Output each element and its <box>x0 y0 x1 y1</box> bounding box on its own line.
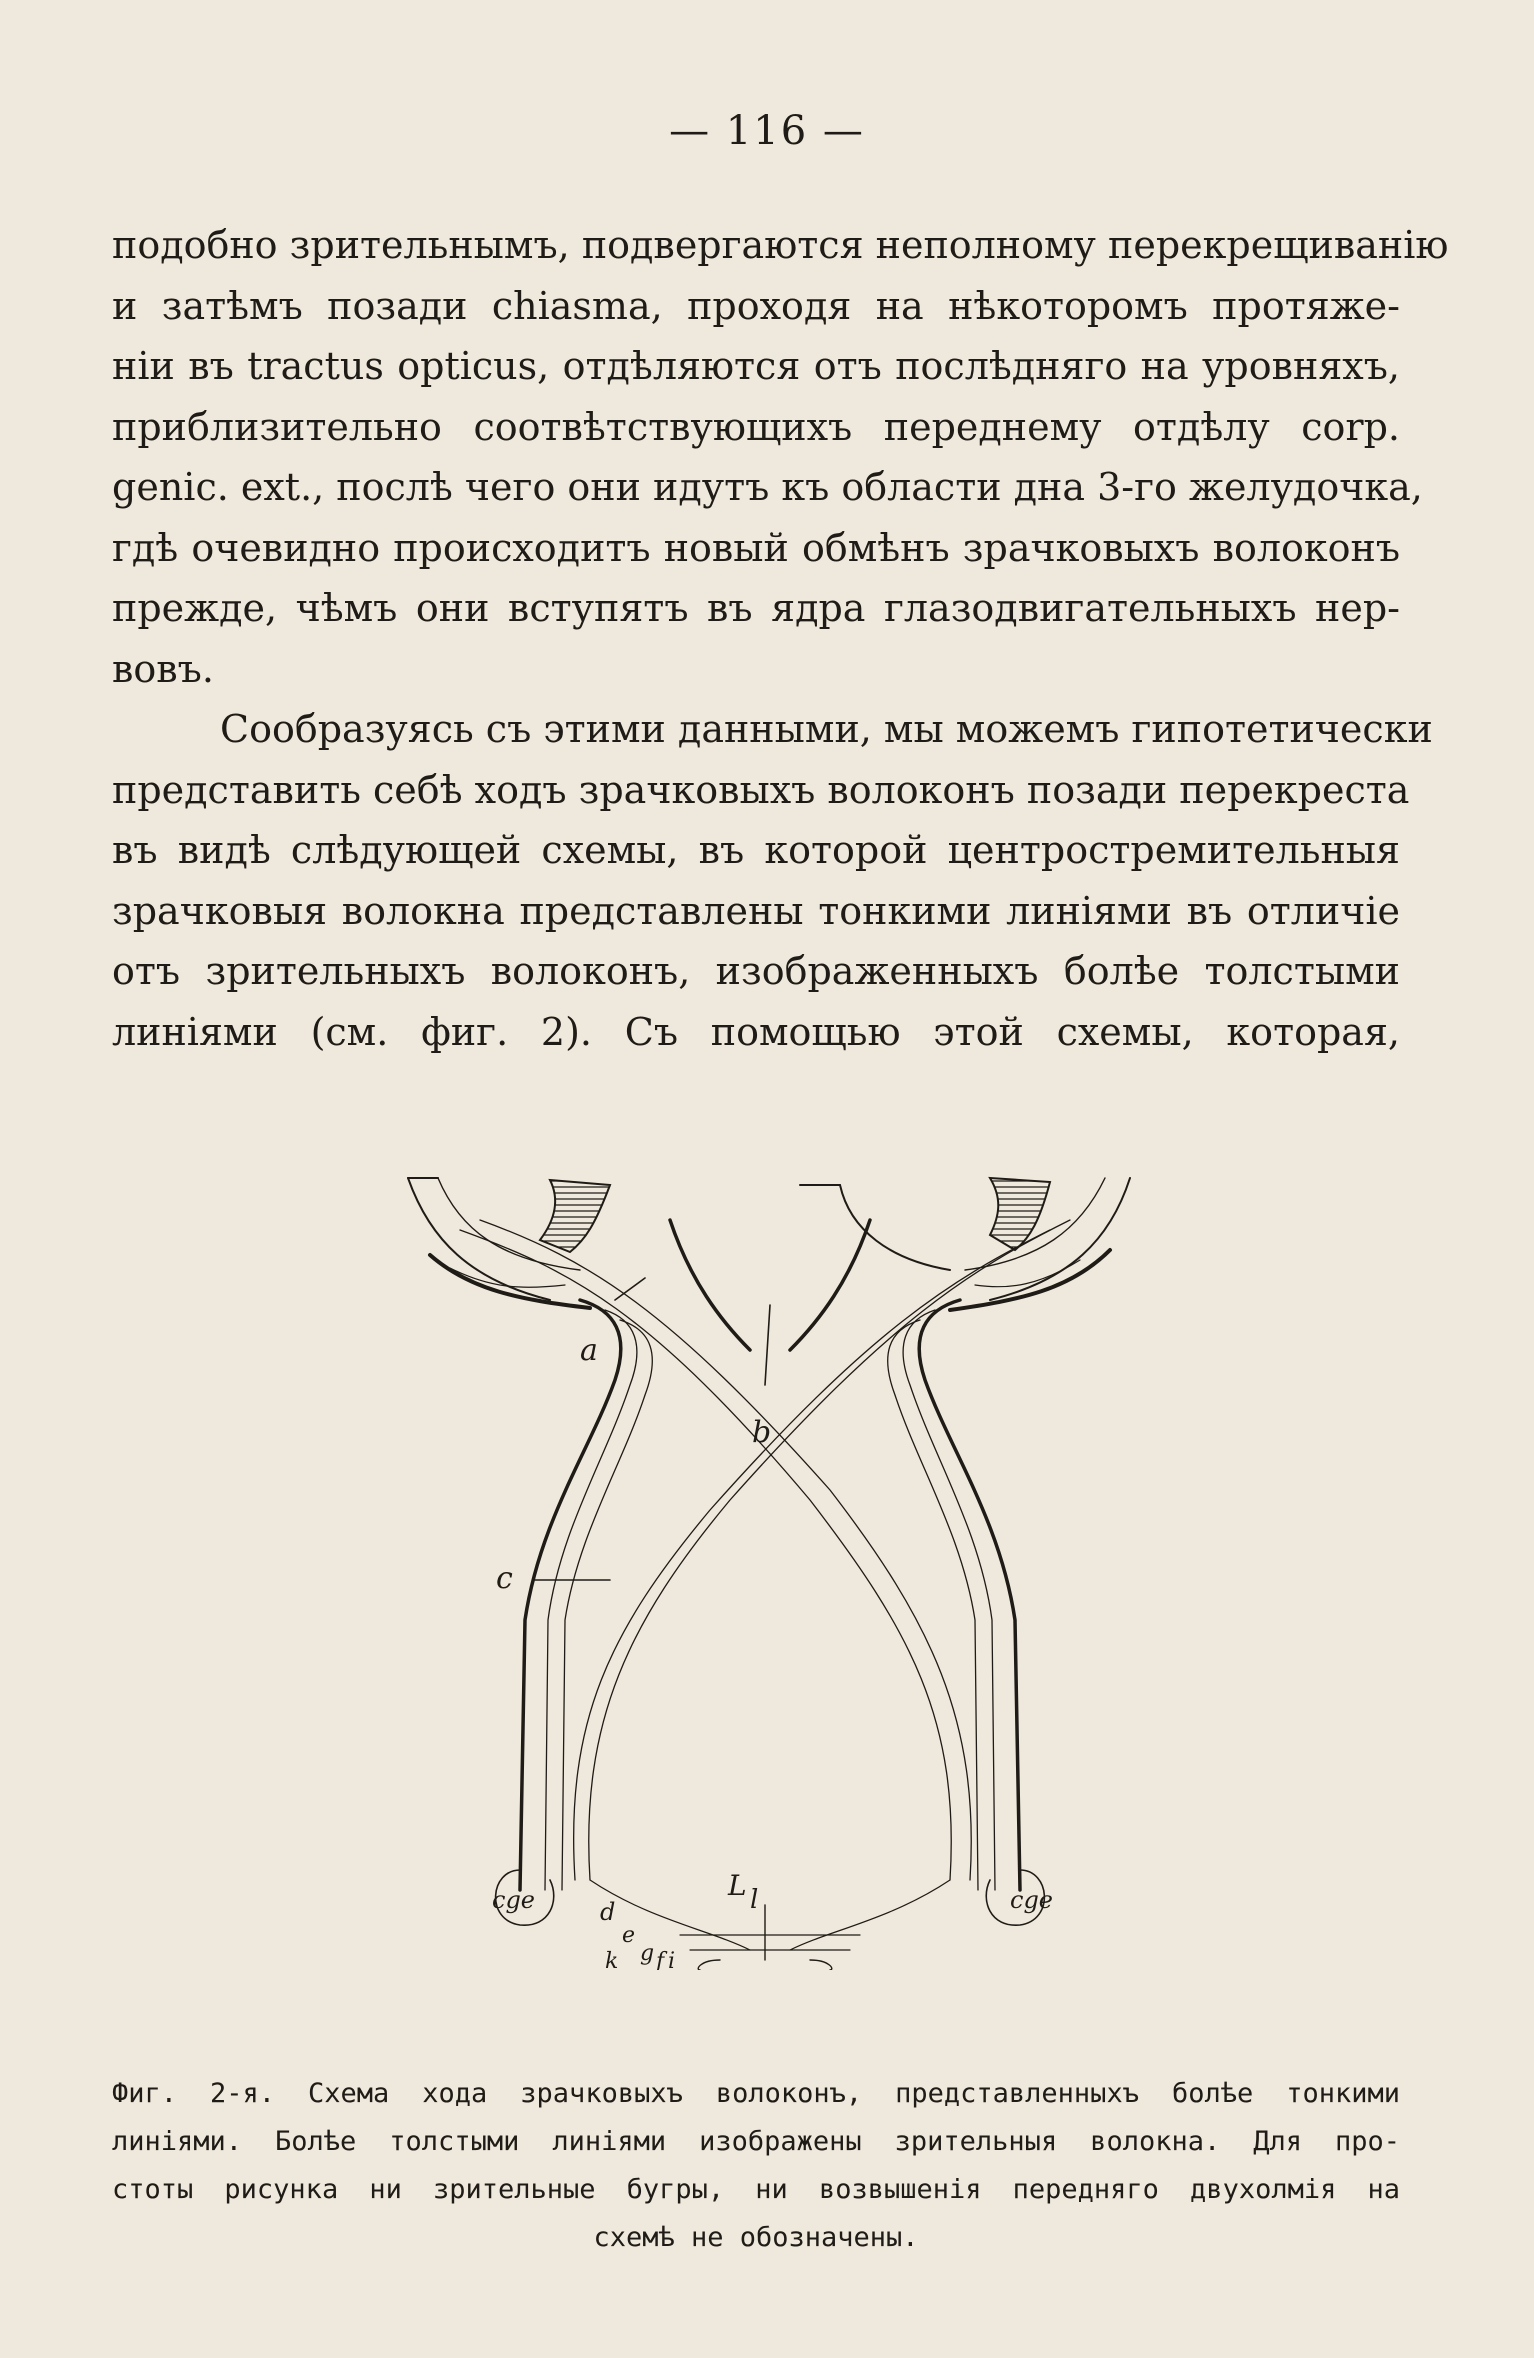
caption-line: линіями. Болѣе толстыми линіями изображены зрительныя волокна. Для про- <box>112 2126 1400 2157</box>
caption-line: стоты рисунка ни зрительные бугры, ни возвышенія передняго двухолмія на <box>112 2174 1400 2205</box>
page-number: — 116 — <box>669 108 865 154</box>
label-g: g <box>640 1941 655 1966</box>
right-hatched-region <box>990 1178 1050 1250</box>
text-line: вовъ. <box>112 646 214 691</box>
left-optic-nerve <box>408 1178 610 1308</box>
text-line: Сообразуясь съ этими данными, мы можемъ гипотетически <box>220 707 1433 751</box>
label-a: a <box>580 1333 598 1368</box>
text-line: приблизительно соотвѣтствующихъ переднему отдѣлу corp. <box>112 404 1400 449</box>
label-d: d <box>600 1898 616 1926</box>
text-line: прежде, чѣмъ они вступятъ въ ядра глазодвигательныхъ нер- <box>112 586 1400 630</box>
text-line: въ видѣ слѣдующей схемы, въ которой центростремительныя <box>112 828 1400 872</box>
label-cge-left: cge <box>492 1886 536 1914</box>
label-cge-right: cge <box>1010 1886 1054 1914</box>
label-c: c <box>496 1561 513 1596</box>
text-line: линіями (см. фиг. 2). Съ помощью этой схемы, которая, <box>112 1009 1400 1054</box>
label-e: e <box>622 1923 636 1948</box>
label-b: b <box>752 1415 772 1450</box>
label-f: f <box>656 1949 665 1970</box>
diagram-svg <box>390 1160 1150 1970</box>
label-l: l <box>750 1885 759 1915</box>
caption-line: схемѣ не обозначены. <box>593 2222 919 2253</box>
pupillary-fiber-diagram <box>390 1160 1150 1970</box>
text-line: гдѣ очевидно происходитъ новый обмѣнъ зрачковыхъ волоконъ <box>112 525 1400 570</box>
chiasma-crossing <box>460 1220 1070 1890</box>
body-text <box>112 215 1449 1062</box>
left-hatched-region <box>540 1180 610 1252</box>
text-line: ніи въ tractus opticus, отдѣляются отъ послѣдняго на уровняхъ, <box>112 344 1400 388</box>
text-line: зрачковыя волокна представлены тонкими линіями въ отличіе <box>112 888 1400 933</box>
label-L: L <box>728 1869 747 1902</box>
text-line: представить себѣ ходъ зрачковыхъ волоконъ позади перекреста <box>112 767 1410 812</box>
right-optic-nerve <box>800 1178 1130 1310</box>
label-i: i <box>668 1949 676 1970</box>
text-line: и затѣмъ позади chiasma, проходя на нѣкоторомъ протяже- <box>112 283 1400 328</box>
geniculate-bodies <box>496 1870 1045 1925</box>
text-line: отъ зрительныхъ волоконъ, изображенныхъ болѣе толстыми <box>112 949 1400 993</box>
text-line: genic. ext., послѣ чего они идутъ къ области дна 3-го желудочка, <box>112 465 1423 509</box>
figure-caption <box>112 2070 1400 2262</box>
caption-line: Фиг. 2-я. Схема хода зрачковыхъ волоконъ, представленныхъ болѣе тонкими <box>112 2078 1400 2109</box>
label-k: k <box>605 1949 619 1970</box>
text-line: подобно зрительнымъ, подвергаются неполному перекрещиванію <box>112 223 1449 267</box>
